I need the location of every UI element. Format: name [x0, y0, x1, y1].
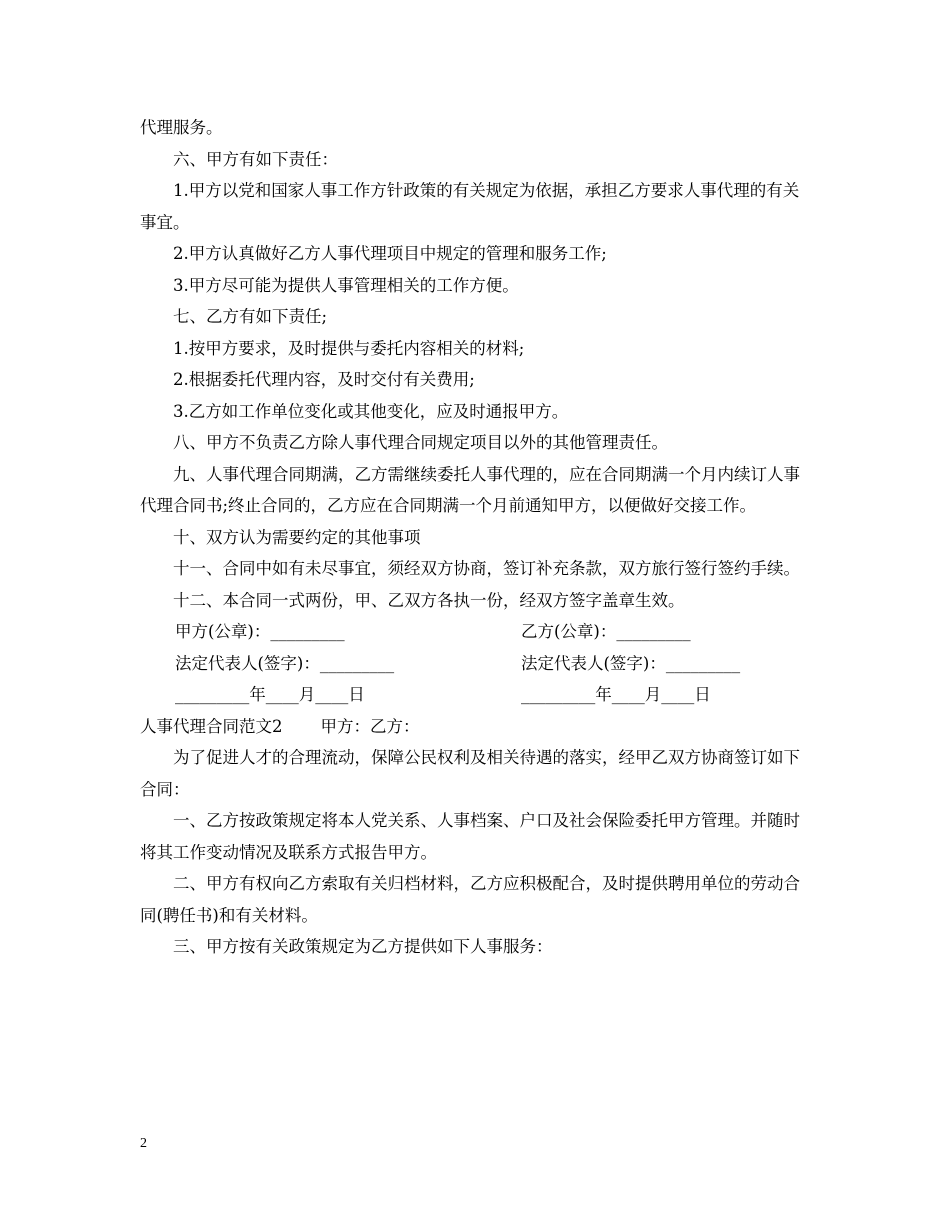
paragraph: 1.甲方以党和国家人事工作方针政策的有关规定为依据，承担乙方要求人事代理的有关事宜。	[140, 181, 800, 232]
paragraph: 三、甲方按有关政策规定为乙方提供如下人事服务：	[173, 937, 553, 956]
contract-2-clauses	[140, 742, 812, 963]
document-body	[140, 112, 812, 963]
party-b-representative-field: 法定代表人(签字)：_________	[521, 653, 741, 673]
paragraph: 为了促进人才的合理流动，保障公民权利及相关待遇的落实，经甲乙双方协商签订如下合同：	[140, 748, 800, 799]
paragraph: 2.甲方认真做好乙方人事代理项目中规定的管理和服务工作;	[173, 244, 607, 263]
party-b-seal-field: 乙方(公章)：_________	[521, 622, 691, 641]
party-a-seal-field: 甲方(公章)：_________	[175, 622, 345, 641]
paragraph: 2.根据委托代理内容，及时交付有关费用;	[173, 370, 475, 389]
paragraph: 二、甲方有权向乙方索取有关归档材料，乙方应积极配合，及时提供聘用单位的劳动合同(聘任书)和有关材料。	[140, 874, 800, 925]
party-a-date-field: _________年____月____日	[175, 685, 365, 704]
paragraph: 1.按甲方要求，及时提供与委托内容相关的材料;	[173, 338, 525, 358]
paragraph: 七、乙方有如下责任;	[173, 307, 328, 326]
paragraph: 十、双方认为需要约定的其他事项	[173, 527, 421, 547]
section-2-title: 人事代理合同范文2	[140, 716, 283, 736]
signature-row-date	[140, 679, 812, 711]
paragraph: 3.甲方尽可能为提供人事管理相关的工作方便。	[173, 275, 519, 295]
party-a-representative-field: 法定代表人(签字)：_________	[175, 653, 395, 673]
paragraph: 十一、合同中如有未尽事宜，须经双方协商，签订补充条款，双方旅行签行签约手续。	[173, 559, 800, 578]
signature-row-seal	[140, 616, 812, 648]
paragraph: 九、人事代理合同期满，乙方需继续委托人事代理的，应在合同期满一个月内续订人事代理合同书;终止合同的，乙方应在合同期满一个月前通知甲方，以便做好交接工作。	[140, 464, 800, 515]
paragraph: 八、甲方不负责乙方除人事代理合同规定项目以外的其他管理责任。	[173, 433, 668, 452]
paragraph: 3.乙方如工作单位变化或其他变化，应及时通报甲方。	[173, 401, 569, 421]
paragraph: 一、乙方按政策规定将本人党关系、人事档案、户口及社会保险委托甲方管理。并随时将其工作变动情况及联系方式报告甲方。	[140, 811, 800, 862]
contract-clauses	[140, 112, 812, 616]
signature-row-representative	[140, 648, 812, 680]
paragraph: 十二、本合同一式两份，甲、乙双方各执一份，经双方签字盖章生效。	[173, 590, 685, 610]
party-b-date-field: _________年____月____日	[521, 685, 711, 704]
section-2-heading	[140, 711, 812, 743]
page-number: 2	[140, 1136, 147, 1151]
paragraph: 六、甲方有如下责任：	[173, 149, 338, 169]
paragraph: 代理服务。	[140, 118, 223, 137]
section-2-parties: 甲方：乙方：	[320, 716, 420, 736]
